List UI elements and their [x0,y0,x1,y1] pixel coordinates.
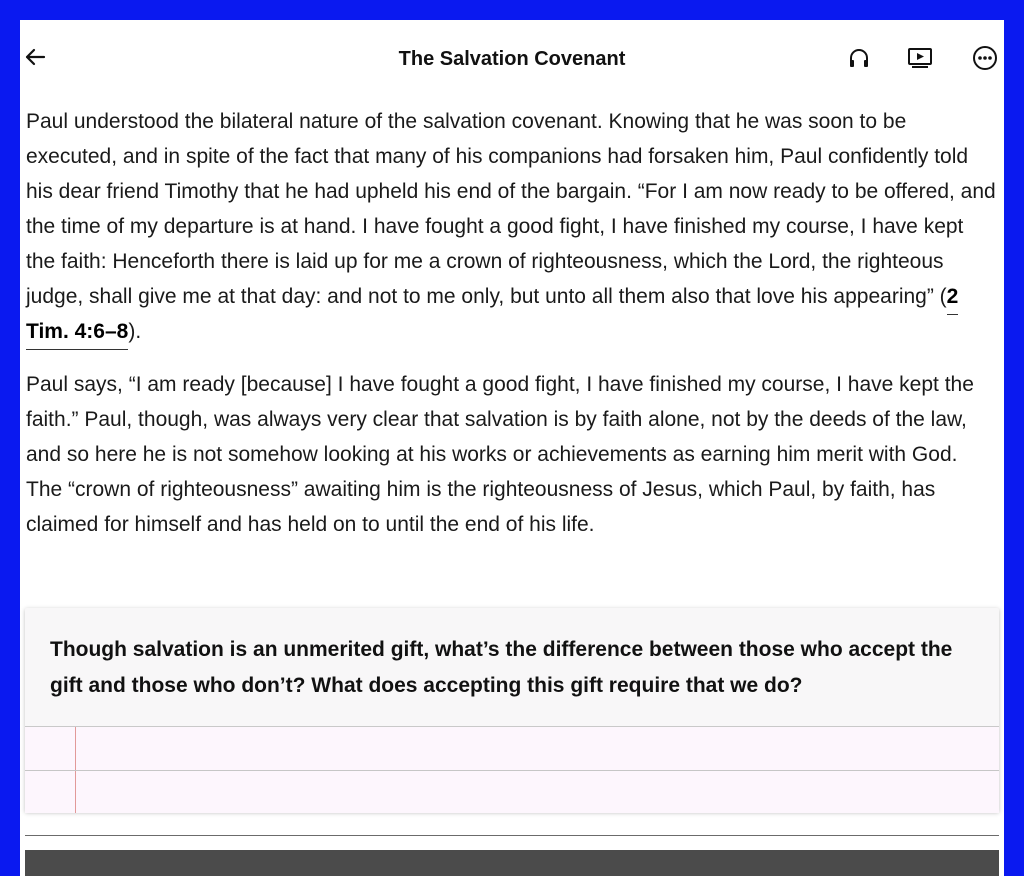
paragraph-1 [26,104,996,349]
lesson-content [26,104,996,560]
answer-ruled-line [25,770,999,771]
scripture-reference-link[interactable]: 2 Tim. 4:6–8 [26,285,958,350]
answer-input[interactable] [25,726,999,813]
header-bar [20,20,1004,100]
more-options-icon [972,45,998,76]
video-button[interactable] [907,47,933,73]
bottom-toolbar [25,850,999,876]
discussion-question: Though salvation is an unmerited gift, what’s the difference between those who accept the gift and those who don’t? What does accepting this gift require that we do? [50,638,953,697]
more-options-button[interactable] [972,47,998,73]
headphones-icon [847,46,871,75]
page-title: The Salvation Covenant [398,48,626,70]
app-screen [20,20,1004,876]
play-video-icon [907,46,933,75]
audio-button[interactable] [846,47,872,73]
discussion-question-card [25,608,999,812]
paragraph-1-text: Paul understood the bilateral nature of the salvation covenant. Knowing that he was soon to be executed, and in spite of the fact that many of his companions had forsaken him, Paul confidently told his dear friend Timothy that he had upheld his end of the bargain. “For I am now ready to be offered, and the time of my departure is at hand. I have fought a good fight, I have finished my course, I have kept the faith: Henceforth there is laid up for me a crown of righteousness, which the Lord, the righteous judge, shall give me at that day: and not to me only, but unto all them also that love his appearing” ( [26,110,996,308]
divider [25,835,999,836]
paragraph-1-end: ). [128,320,142,343]
paragraph-2: Paul says, “I am ready [because] I have fought a good fight, I have finished my course, I have kept the faith.” Paul, though, was always very clear that salvation is by faith alone, not by the deeds of the law, and so here he is not somehow looking at his works or achievements as earning him merit with God. The “crown of righteousness” awaiting him is the righteousness of Jesus, which Paul, by faith, has claimed for himself and has held on to until the end of his life. [26,373,974,536]
